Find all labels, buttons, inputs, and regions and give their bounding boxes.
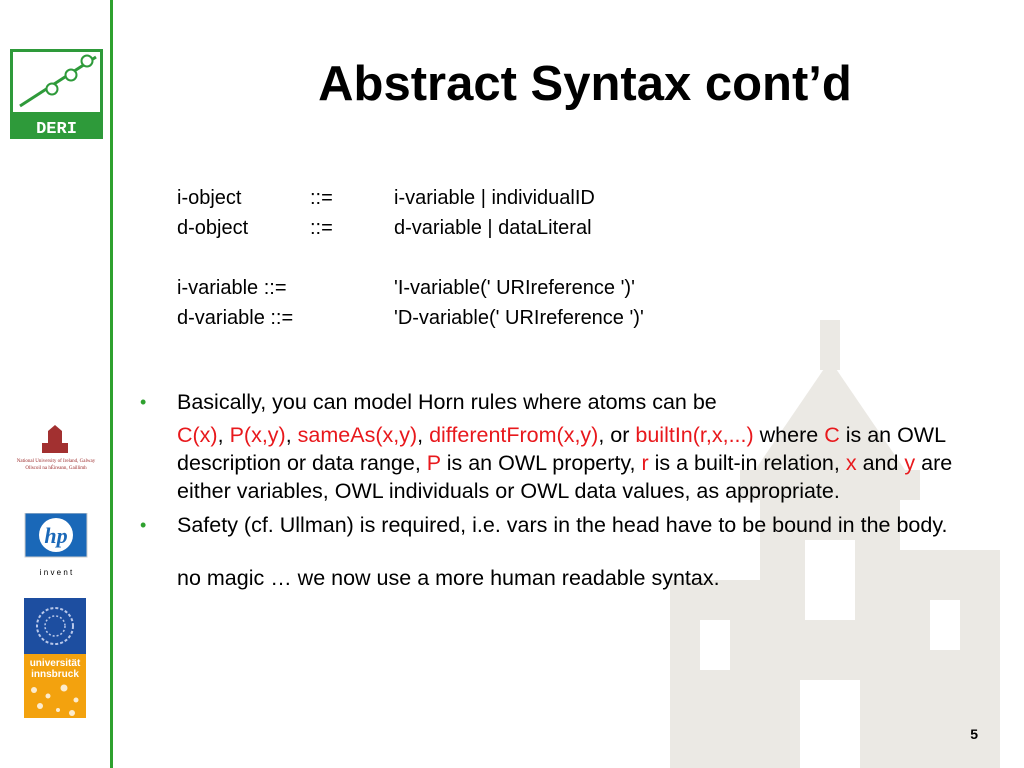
- atom-class: C(x): [177, 423, 218, 447]
- nuig-logo-icon: [4, 425, 108, 475]
- nuig-caption-line1: National University of Ireland, Galway: [16, 459, 96, 464]
- uibk-logo-icon: [24, 598, 86, 718]
- hp-tagline: i n v e n t: [39, 568, 73, 577]
- bullet-list: [140, 388, 985, 592]
- separator: ,: [285, 423, 298, 447]
- atom-builtin: builtIn(r,x,...): [635, 423, 754, 447]
- hp-logo-icon: [21, 513, 91, 583]
- page-number: 5: [970, 726, 978, 742]
- separator: ,: [217, 423, 230, 447]
- bullet-item: [140, 511, 985, 539]
- grammar-rhs: i-variable | individualID: [394, 187, 595, 209]
- separator: , or: [598, 423, 636, 447]
- var-r: r: [641, 451, 649, 475]
- var-x: x: [845, 451, 857, 475]
- left-green-rule: [110, 0, 113, 768]
- bullet-text: Basically, you can model Horn rules where atoms can be: [177, 390, 717, 414]
- atom-property: P(x,y): [229, 423, 286, 447]
- body-text: is an OWL description or data range,: [177, 423, 946, 475]
- body-text: where: [753, 423, 825, 447]
- hp-mark: hp: [44, 523, 68, 548]
- grammar-rhs: 'I-variable(' URIreference ')': [394, 277, 635, 299]
- body-text: is a built-in relation,: [648, 451, 846, 475]
- grammar-lhs: i-object: [177, 187, 242, 209]
- grammar-lhs: i-variable ::=: [177, 277, 287, 299]
- uibk-caption-line1: universität: [29, 658, 81, 669]
- var-c: C: [824, 423, 840, 447]
- grammar-rhs: d-variable | dataLiteral: [394, 217, 592, 239]
- var-p: P: [426, 451, 441, 475]
- body-text: are either variables, OWL individuals or OWL data values, as appropriate.: [177, 451, 953, 503]
- grammar-rhs: 'D-variable(' URIreference ')': [394, 307, 644, 329]
- slide-title: Abstract Syntax cont’d: [318, 57, 852, 111]
- uibk-caption-line2: innsbruck: [31, 669, 79, 680]
- bullet-continuation: [140, 421, 985, 505]
- deri-logo-icon: [10, 49, 103, 139]
- grammar-lhs: d-variable ::=: [177, 307, 294, 329]
- bullet-text: Safety (cf. Ullman) is required, i.e. vars in the head have to be bound in the body.: [177, 513, 948, 537]
- nuig-caption-line2: Ollscoil na hÉireann, Gaillimh: [25, 466, 87, 471]
- grammar-lhs: d-object: [177, 217, 249, 239]
- closing-remark: no magic … we now use a more human readable syntax.: [177, 566, 720, 590]
- atom-sameas: sameAs(x,y): [297, 423, 418, 447]
- bullet-item: [140, 388, 985, 416]
- grammar-op: ::=: [310, 187, 333, 209]
- bullet-dot-icon: •: [140, 515, 147, 535]
- atom-differentfrom: differentFrom(x,y): [429, 423, 599, 447]
- grammar-op: ::=: [310, 217, 333, 239]
- bullet-dot-icon: •: [140, 392, 147, 412]
- body-text: is an OWL property,: [440, 451, 642, 475]
- separator: ,: [417, 423, 430, 447]
- var-y: y: [904, 451, 916, 475]
- deri-logo-text: DERI: [36, 120, 77, 139]
- body-text: and: [856, 451, 905, 475]
